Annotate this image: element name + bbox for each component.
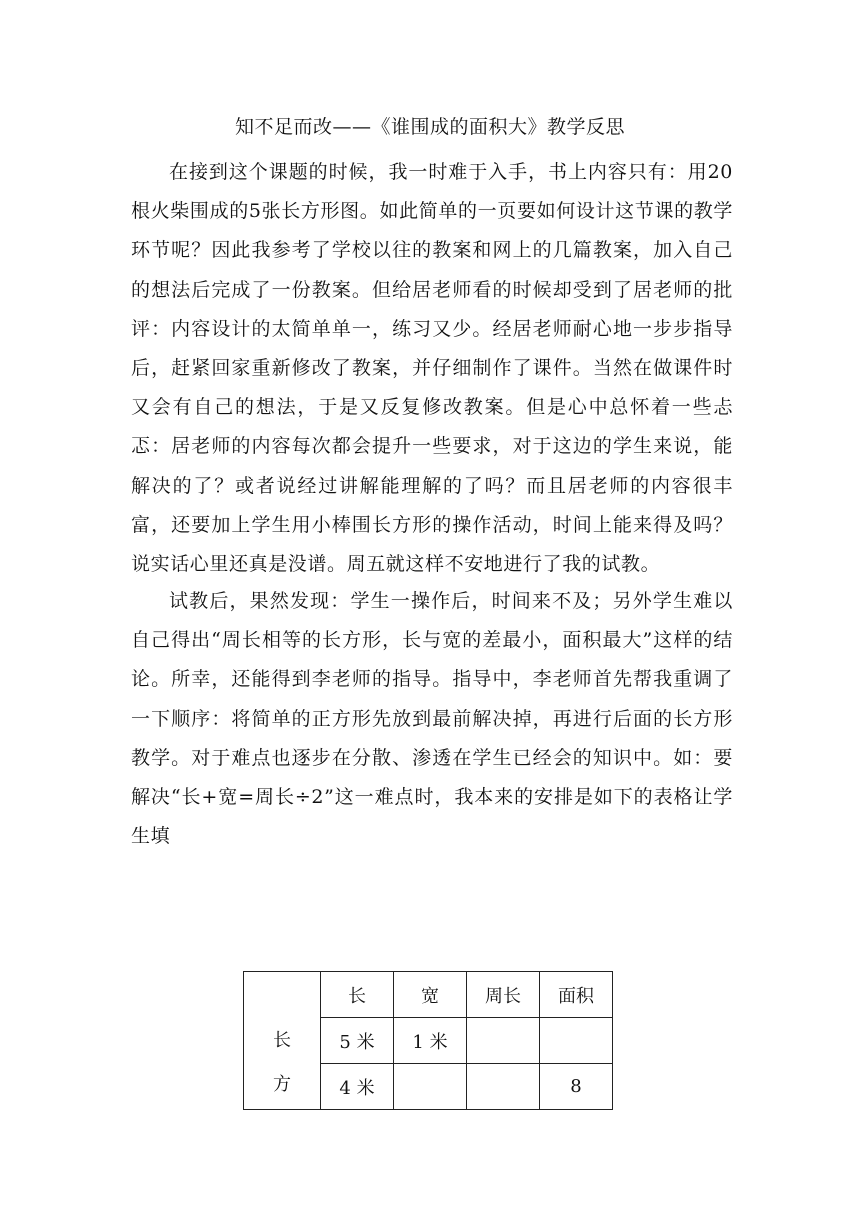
table-cell: 4 米 — [321, 1064, 394, 1110]
table-header-cell: 宽 — [394, 972, 467, 1018]
table-cell: 8 — [540, 1064, 613, 1110]
data-table — [243, 971, 613, 1110]
table-cell: 5 米 — [321, 1018, 394, 1064]
table-side-label-cell — [244, 972, 321, 1110]
table-header-cell: 长 — [321, 972, 394, 1018]
paragraph-1: 在接到这个课题的时候，我一时难于入手，书上内容只有：用20根火柴围成的5张长方形图。如此简单的一页要如何设计这节课的教学环节呢？因此我参考了学校以往的教案和网上的几篇教案，加入自己的想法后完成了一份教案。但给居老师看的时候却受到了居老师的批评：内容设计的太简单单一，练习又少。经居老师耐心地一步步指导后，赶紧回家重新修改了教案，并仔细制作了课件。当然在做课件时又会有自己的想法，于是又反复修改教案。但是心中总怀着一些忐忑：居老师的内容每次都会提升一些要求，对于这边的学生来说，能解决的了？或者说经过讲解能理解的了吗？而且居老师的内容很丰富，还要加上学生用小棒围长方形的操作活动，时间上能来得及吗？说实话心里还真是没谱。周五就这样不安地进行了我的试教。 — [131, 161, 733, 576]
table-header-cell: 面积 — [540, 972, 613, 1018]
table-cell — [467, 1018, 540, 1064]
document-title: 知不足而改——《谁围成的面积大》教学反思 — [234, 116, 625, 138]
table-header-row — [244, 972, 613, 1018]
paragraph-2: 试教后，果然发现：学生一操作后，时间来不及；另外学生难以自己得出“周长相等的长方形，长与宽的差最小，面积最大”这样的结论。所幸，还能得到李老师的指导。指导中，李老师首先帮我重调了一下顺序：将简单的正方形先放到最前解决掉，再进行后面的长方形教学。对于难点也逐步在分散、渗透在学生已经会的知识中。如：要解决“长+宽=周长÷2”这一难点时，我本来的安排是如下的表格让学生填 — [131, 590, 733, 848]
table-cell — [394, 1064, 467, 1110]
table-cell — [467, 1064, 540, 1110]
table-cell — [540, 1018, 613, 1064]
side-label-2: 方 — [273, 1074, 291, 1095]
table-header-cell: 周长 — [467, 972, 540, 1018]
side-label-1: 长 — [273, 1030, 291, 1051]
table-cell: 1 米 — [394, 1018, 467, 1064]
